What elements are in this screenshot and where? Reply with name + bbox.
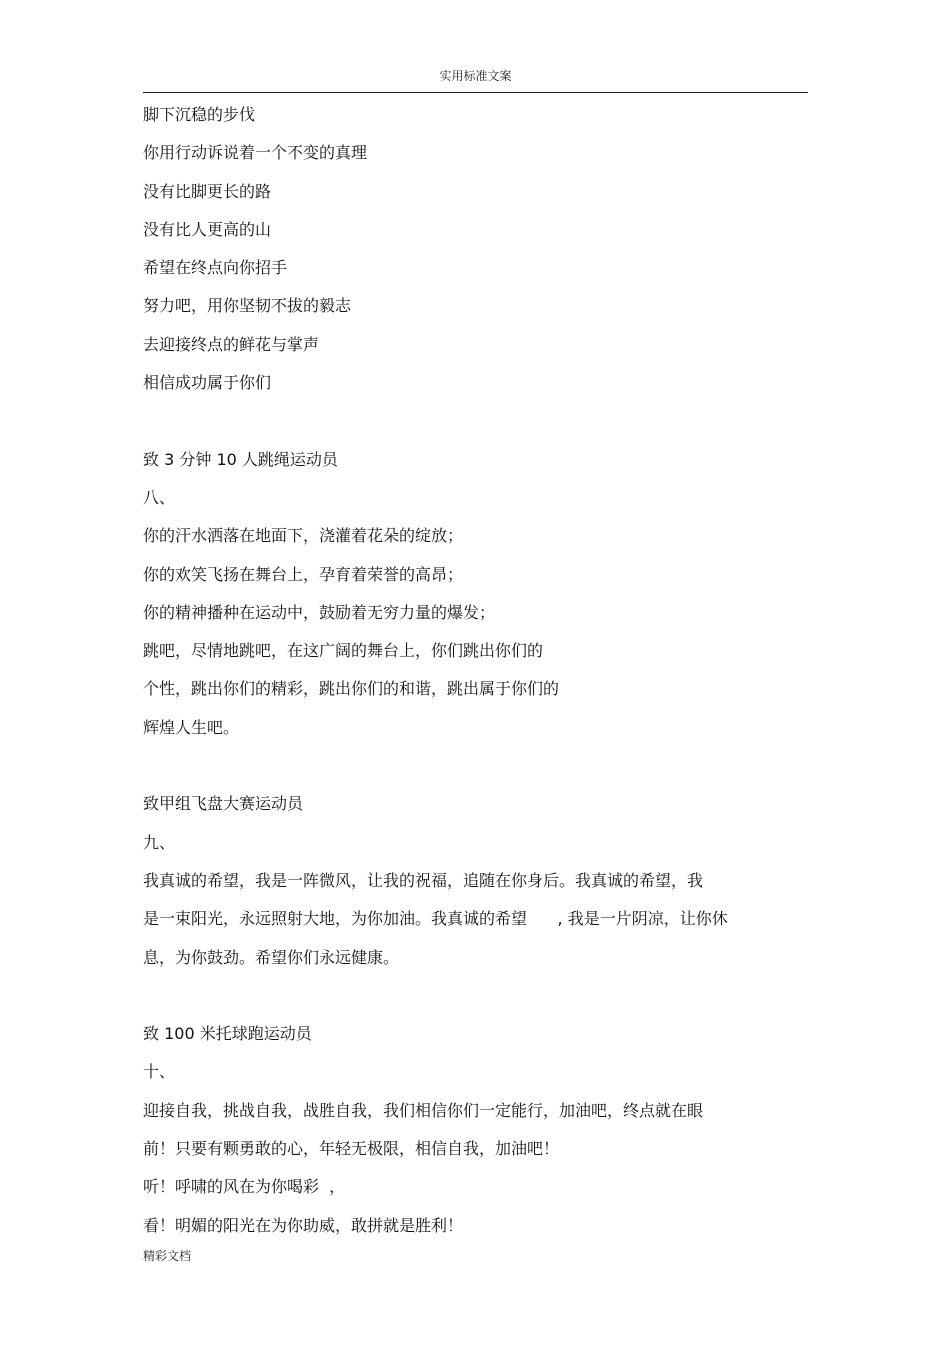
section-number: 十、 [143, 1062, 176, 1082]
section-heading: 致 100 米托球跑运动员 [143, 1024, 312, 1044]
text-line: 脚下沉稳的步伐 [143, 105, 256, 124]
blank-line [143, 977, 823, 1015]
section-heading: 致 3 分钟 10 人跳绳运动员 [143, 449, 338, 469]
text-line: 去迎接终点的鲜花与掌声 [143, 334, 320, 354]
text-line: 你的汗水洒落在地面下，浇灌着花朵的绽放； [143, 526, 464, 546]
text-line: 没有比脚更长的路 [143, 181, 272, 201]
text-line: 我真诚的希望，我是一阵微风，让我的祝福，追随在你身后。我真诚的希望，我 [143, 870, 704, 890]
section-number: 八、 [143, 487, 176, 507]
section-number: 九、 [143, 832, 176, 852]
text-line: 跳吧，尽情地跳吧，在这广阔的舞台上，你们跳出你们的 [143, 641, 544, 661]
text-line: 前！只要有颗勇敢的心，年轻无极限，相信自我，加油吧！ [143, 1139, 560, 1159]
text-line: 努力吧，用你坚韧不拔的毅志 [143, 296, 352, 316]
text-line: 息，为你鼓劲。希望你们永远健康。 [143, 947, 400, 967]
text-line: 希望在终点向你招手 [143, 258, 288, 278]
text-line: 没有比人更高的山 [143, 219, 272, 239]
text-line: 相信成功属于你们 [143, 373, 272, 393]
page-footer: 精彩文档 [143, 1249, 192, 1263]
document-body [143, 96, 823, 1245]
text-line: 个性，跳出你们的精彩，跳出你们的和谐，跳出属于你们的 [143, 679, 560, 699]
text-line: 你的欢笑飞扬在舞台上，孕育着荣誉的高昂； [143, 564, 464, 584]
page-header: 实用标准文案 [143, 64, 808, 93]
text-line: 迎接自我，挑战自我，战胜自我，我们相信你们一定能行，加油吧，终点就在眼 [143, 1100, 704, 1120]
section-heading: 致甲组飞盘大赛运动员 [143, 794, 304, 814]
text-line: 看！明媚的阳光在为你助威，敢拼就是胜利！ [143, 1215, 464, 1235]
text-line: 是一束阳光，永远照射大地，为你加油。我真诚的希望 , 我是一片阴凉，让你休 [143, 909, 728, 929]
blank-line [143, 402, 823, 440]
blank-line [143, 747, 823, 785]
text-line: 你用行动诉说着一个不变的真理 [143, 143, 368, 163]
text-line: 辉煌人生吧。 [143, 717, 240, 737]
text-line: 听！呼啸的风在为你喝彩 ， [143, 1177, 346, 1197]
text-line: 你的精神播种在运动中，鼓励着无穷力量的爆发； [143, 602, 496, 622]
